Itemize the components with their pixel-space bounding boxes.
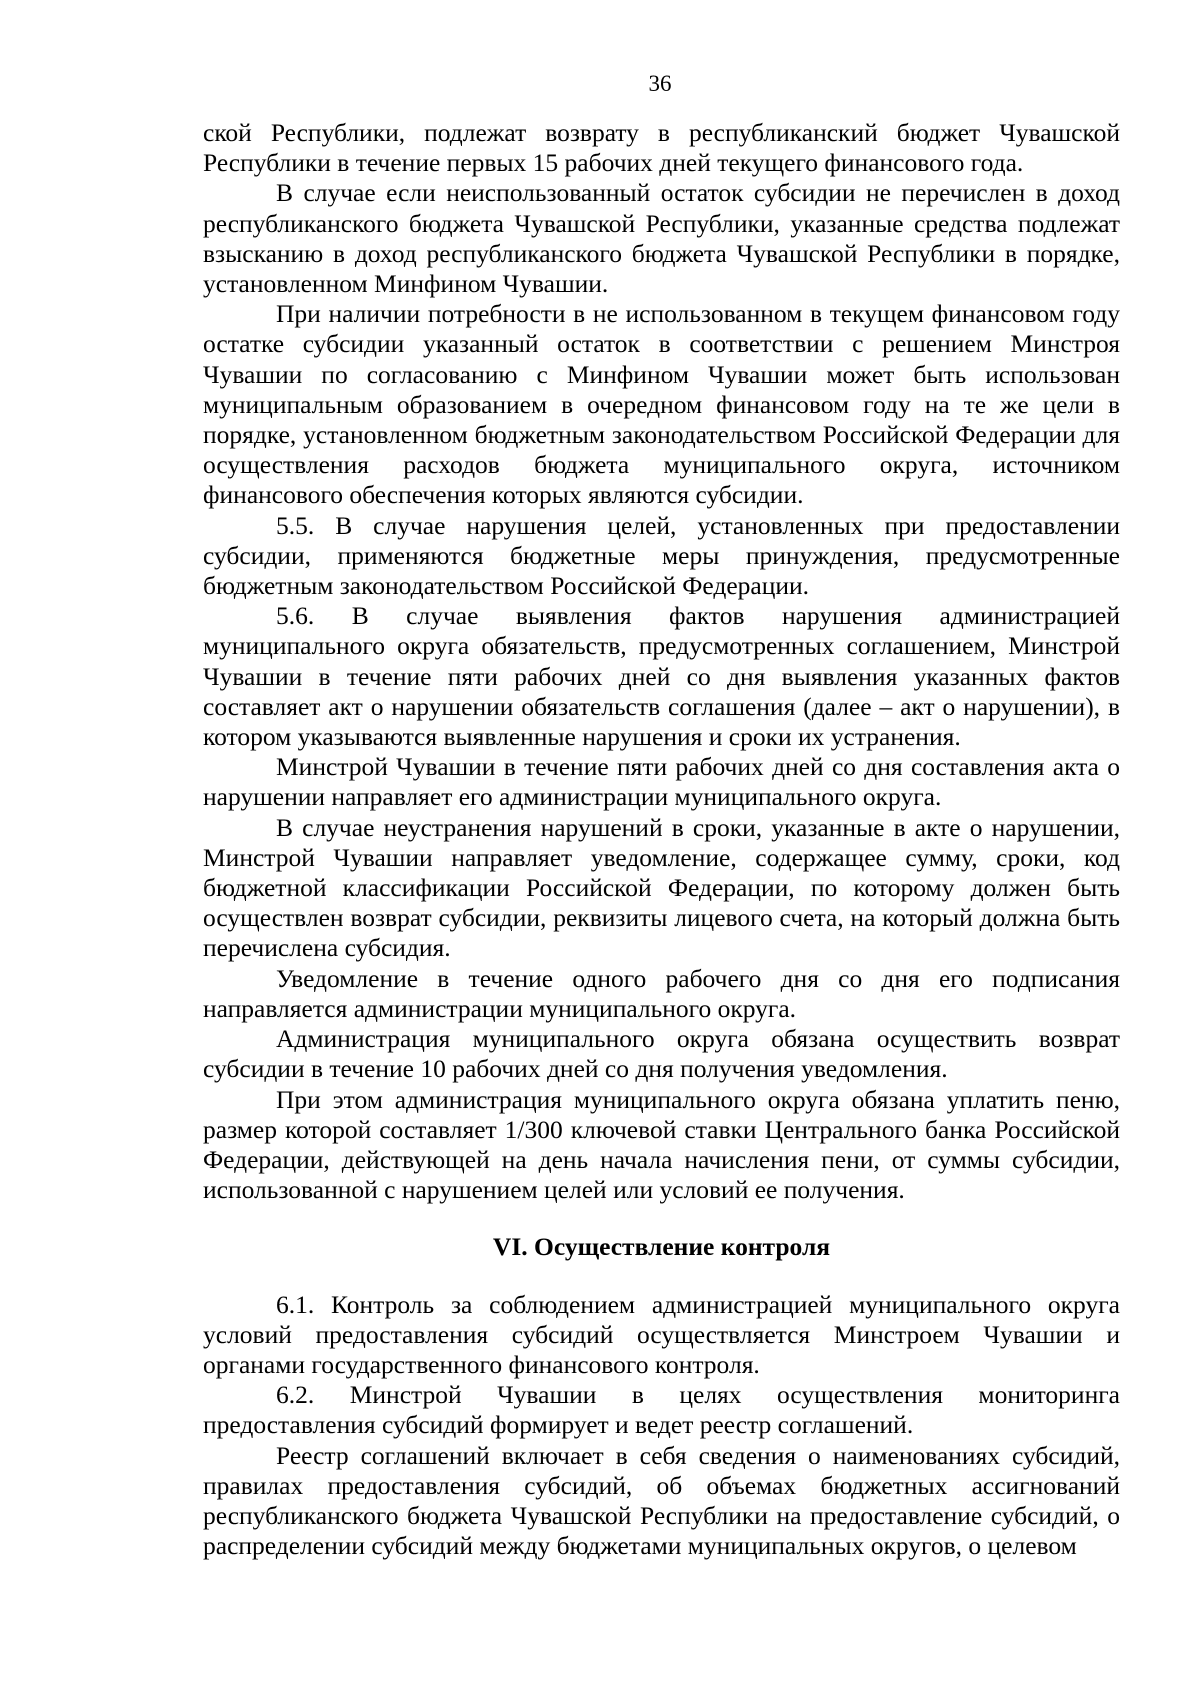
paragraph: Минстрой Чувашии в течение пяти рабочих дней со дня составления акта о нарушении направляет его администрации муниципального округа. [203,752,1120,812]
paragraph: При этом администрация муниципального округа обязана уплатить пеню, размер которой составляет 1/300 ключевой ставки Центрального банка Российской Федерации, действующей на день начала начисления пени, от суммы субсидии, использованной с нарушением целей или условий ее получения. [203,1084,1120,1205]
paragraph: Уведомление в течение одного рабочего дня со дня его подписания направляется администрации муниципального округа. [203,963,1120,1023]
paragraph: 5.6. В случае выявления фактов нарушения администрацией муниципального округа обязательств, предусмотренных соглашением, Минстрой Чувашии в течение пяти рабочих дней со дня выявления указанных фактов составляет акт о нарушении обязательств соглашения (далее – акт о нарушении), в котором указываются выявленные нарушения и сроки их устранения. [203,601,1120,752]
paragraph: 6.2. Минстрой Чувашии в целях осуществления мониторинга предоставления субсидий формирует и ведет реестр соглашений. [203,1380,1120,1440]
paragraph: Администрация муниципального округа обязана осуществить возврат субсидии в течение 10 рабочих дней со дня получения уведомления. [203,1024,1120,1084]
paragraph: В случае неустранения нарушений в сроки, указанные в акте о нарушении, Минстрой Чувашии направляет уведомление, содержащее сумму, сроки, код бюджетной классификации Российской Федерации, по которому должен быть осуществлен возврат субсидии, реквизиты лицевого счета, на который должна быть перечислена субсидия. [203,812,1120,963]
paragraph: 6.1. Контроль за соблюдением администрацией муниципального округа условий предоставления субсидий осуществляется Минстроем Чувашии и органами государственного финансового контроля. [203,1289,1120,1379]
section-heading: VI. Осуществление контроля [492,1232,831,1262]
body-text [203,118,1120,1561]
paragraph: При наличии потребности в не использованном в текущем финансовом году остатке субсидии указанный остаток в соответствии с решением Минстроя Чувашии по согласованию с Минфином Чувашии может быть использован муниципальным образованием в очередном финансовом году на те же цели в порядке, установленном бюджетным законодательством Российской Федерации для осуществления расходов бюджета муниципального округа, источником финансового обеспечения которых являются субсидии. [203,299,1120,510]
paragraph: ской Республики, подлежат возврату в республиканский бюджет Чувашской Республики в течение первых 15 рабочих дней текущего финансового года. [203,118,1120,178]
paragraph: Реестр соглашений включает в себя сведения о наименованиях субсидий, правилах предоставления субсидий, об объемах бюджетных ассигнований республиканского бюджета Чувашской Республики на предоставление субсидий, о распределении субсидий между бюджетами муниципальных округов, о целевом [203,1440,1120,1561]
page-number: 36 [648,71,672,96]
paragraph: 5.5. В случае нарушения целей, установленных при предоставлении субсидии, применяются бюджетные меры принуждения, предусмотренные бюджетным законодательством Российской Федерации. [203,510,1120,601]
paragraph: В случае если неиспользованный остаток субсидии не перечислен в доход республиканского бюджета Чувашской Республики, указанные средства подлежат взысканию в доход республиканского бюджета Чувашской Республики в порядке, установленном Минфином Чувашии. [203,178,1120,299]
